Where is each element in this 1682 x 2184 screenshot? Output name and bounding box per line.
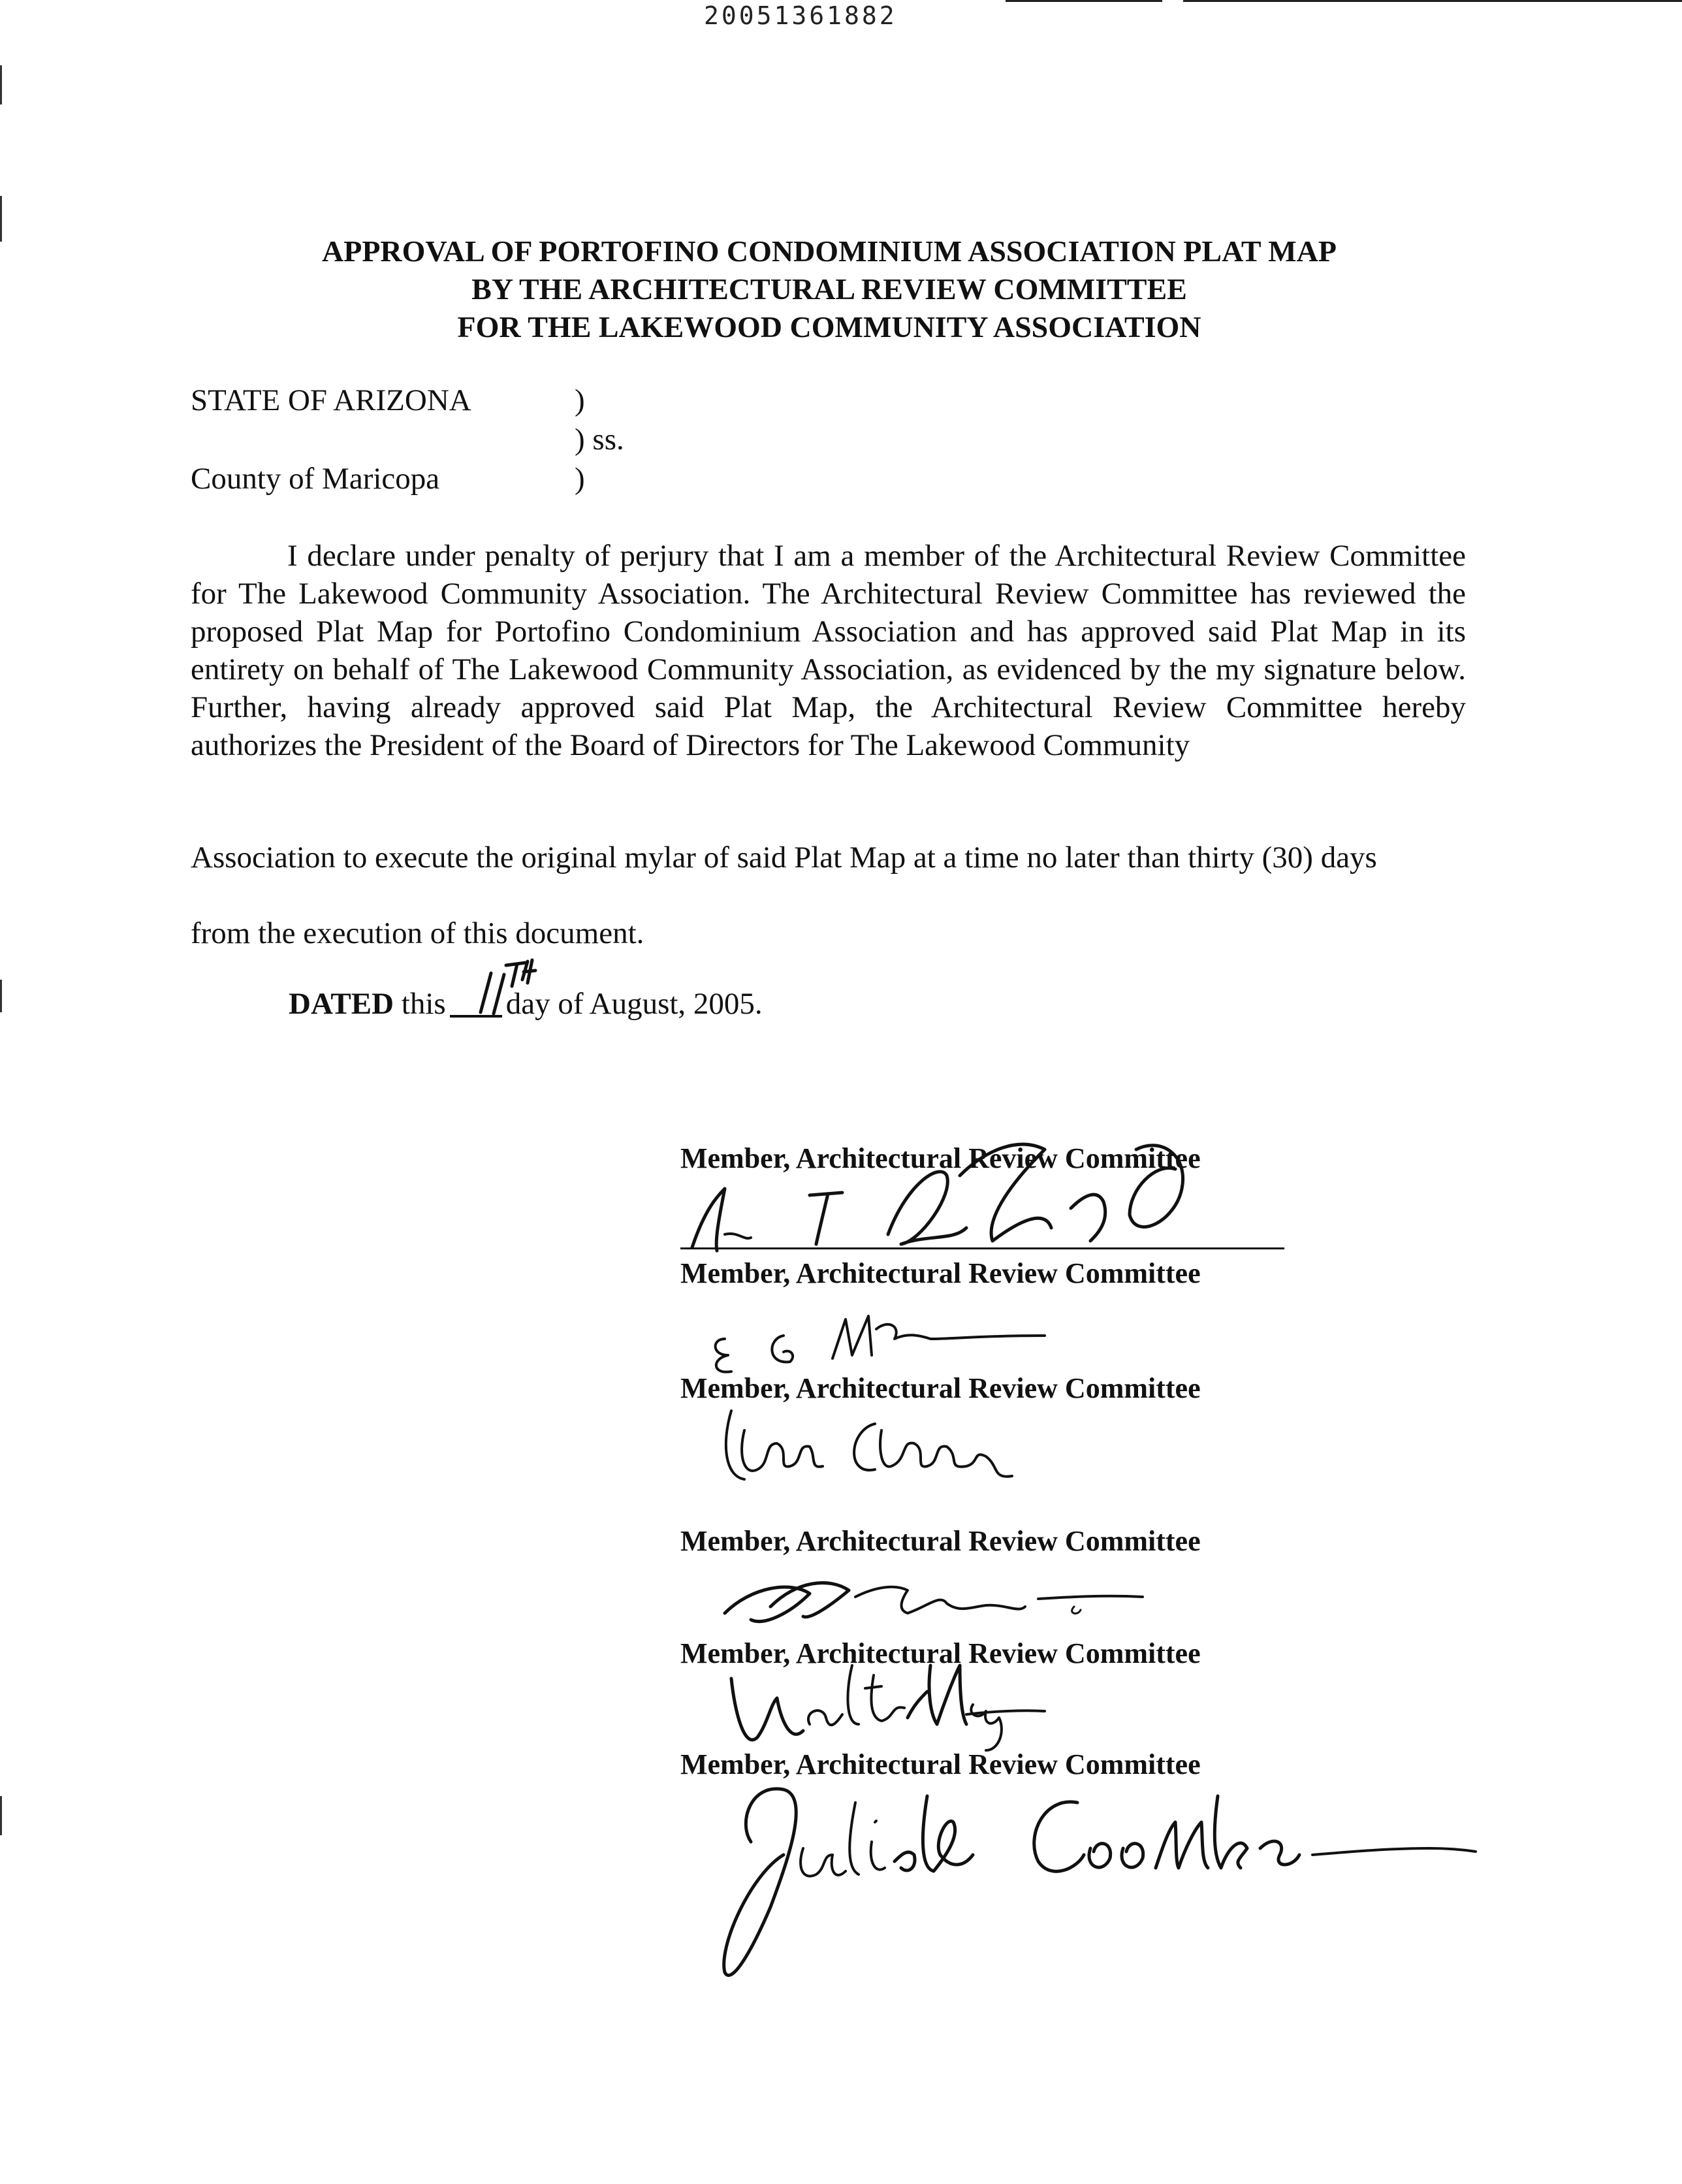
signature-6 — [712, 1757, 1482, 1992]
signature-5 — [718, 1652, 1058, 1757]
continuation-line: from the execution of this document. — [191, 916, 644, 950]
signature-4 — [712, 1567, 1169, 1633]
member-label: Member, Architectural Review Committee — [680, 1525, 1201, 1557]
signature-2 — [705, 1300, 1084, 1378]
member-label: Member, Architectural Review Committee — [680, 1142, 1201, 1174]
declaration-paragraph — [191, 537, 1466, 764]
venue-ss: ) ss. — [575, 423, 624, 457]
document-title — [196, 233, 1463, 346]
member-label: Member, Architectural Review Committee — [680, 1748, 1201, 1780]
scan-edge-mark — [0, 1796, 2, 1835]
scan-edge-mark — [0, 65, 2, 104]
venue-state: STATE OF ARIZONA — [191, 383, 471, 417]
title-line: APPROVAL OF PORTOFINO CONDOMINIUM ASSOCIATION PLAT MAP — [322, 234, 1337, 268]
signature-3 — [718, 1404, 1084, 1489]
header-rule — [1006, 0, 1162, 2]
document-number: 20051361882 — [704, 1, 897, 30]
signature-1 — [679, 1110, 1228, 1267]
scan-edge-mark — [0, 980, 2, 1012]
header-rule — [1183, 0, 1682, 2]
declaration-text: I declare under penalty of perjury that I am a member of the Architectural Review Committee for The Lakewood Community Association. The Architectural Review Committee has reviewed the proposed Plat Map for Portofino Condominium Association and has approved said Plat Map in its entirety on behalf of The Lakewood Community Association, as evidenced by the my signature below. Further, having already approved said Plat Map, the Architectural Review Committee hereby authorizes the President of the Board of Directors for The Lakewood Community — [191, 539, 1466, 762]
venue-paren: ) — [575, 383, 585, 417]
scan-edge-mark — [0, 196, 2, 242]
handwritten-day — [470, 954, 548, 1025]
member-label: Member, Architectural Review Committee — [680, 1257, 1201, 1289]
member-label: Member, Architectural Review Committee — [680, 1637, 1201, 1669]
title-line: BY THE ARCHITECTURAL REVIEW COMMITTEE — [471, 272, 1187, 306]
dated-this: this — [401, 987, 446, 1021]
dated-label: DATED — [289, 987, 394, 1021]
venue-paren: ) — [575, 462, 585, 496]
continuation-line: Association to execute the original mylar of said Plat Map at a time no later than thirty (30) days — [191, 841, 1377, 875]
venue-county: County of Maricopa — [191, 462, 440, 496]
member-label: Member, Architectural Review Committee — [680, 1372, 1201, 1404]
dated-rest: day of August, 2005. — [505, 987, 763, 1021]
title-line: FOR THE LAKEWOOD COMMUNITY ASSOCIATION — [457, 310, 1201, 344]
